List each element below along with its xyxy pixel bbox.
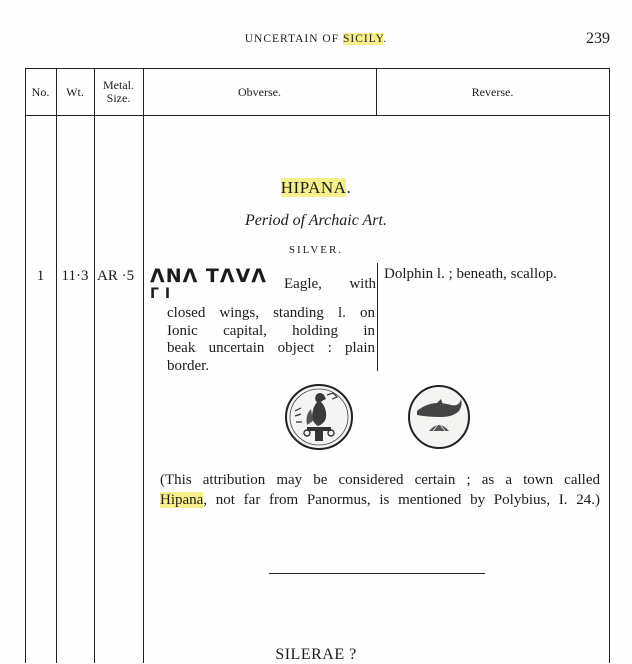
col-rule-wt [94,68,95,663]
obverse-coin-eagle-illustration [283,381,355,453]
section-title-highlight: HIPANA [280,178,347,197]
column-header-obverse: Obverse. [238,85,281,99]
col-rule-no [56,68,57,663]
column-header-no: No. [31,85,50,99]
section-separator [269,573,485,574]
metal-heading: SILVER. [288,244,344,256]
table-header-rule [25,115,610,116]
obverse-legend: ΛΝΛ ΤΛVΛ [150,265,267,287]
period-heading: Period of Archaic Art. [245,212,387,229]
note-line2 [160,490,600,510]
obverse-legend-line2: ΓΙ [150,286,177,302]
running-head-pre: UNCERTAIN OF [244,33,343,45]
entry-number: 1 [36,268,45,284]
entry-weight: 11·3 [61,268,89,284]
note-line2-rest: , not far from Panormus, is mentioned by Polybius, I. 24.) [203,492,600,508]
column-header-metal-line1: Metal. [103,78,134,92]
column-header-metal [94,79,143,105]
obverse-line: beak uncertain object : plain [167,340,375,356]
table-left-rule [25,68,26,663]
note-line1: (This attribution may be considered certain ; as a town called [160,472,600,488]
col-rule-metal [143,68,144,663]
reverse-coin-dolphin-illustration [405,383,473,451]
reverse-description: Dolphin l. ; beneath, scallop. [384,266,557,282]
obverse-description [167,305,375,375]
running-head [0,33,632,45]
obverse-line: closed wings, standing l. on [167,305,375,321]
running-head-post: . [383,33,388,45]
column-header-reverse: Reverse. [471,85,514,99]
attribution-note [160,470,600,510]
table-top-rule [25,68,610,69]
obverse-line: border. [167,357,210,374]
note-highlight: Hipana [160,492,204,508]
obverse-line: Ionic capital, holding in [167,322,375,339]
section-title-post: . [346,178,352,197]
running-head-highlight: SICILY [342,33,384,45]
table-right-rule [609,68,610,663]
entry-metal-size: AR ·5 [97,268,135,284]
obverse-description-line1: Eagle, with [284,276,376,292]
section-title [0,178,632,198]
next-section-title: SILERAE ? [275,646,357,663]
column-header-metal-line2: Size. [106,91,131,105]
column-header-wt: Wt. [66,85,84,99]
page-number: 239 [586,30,610,47]
col-rule-obverse-entry [377,263,378,371]
